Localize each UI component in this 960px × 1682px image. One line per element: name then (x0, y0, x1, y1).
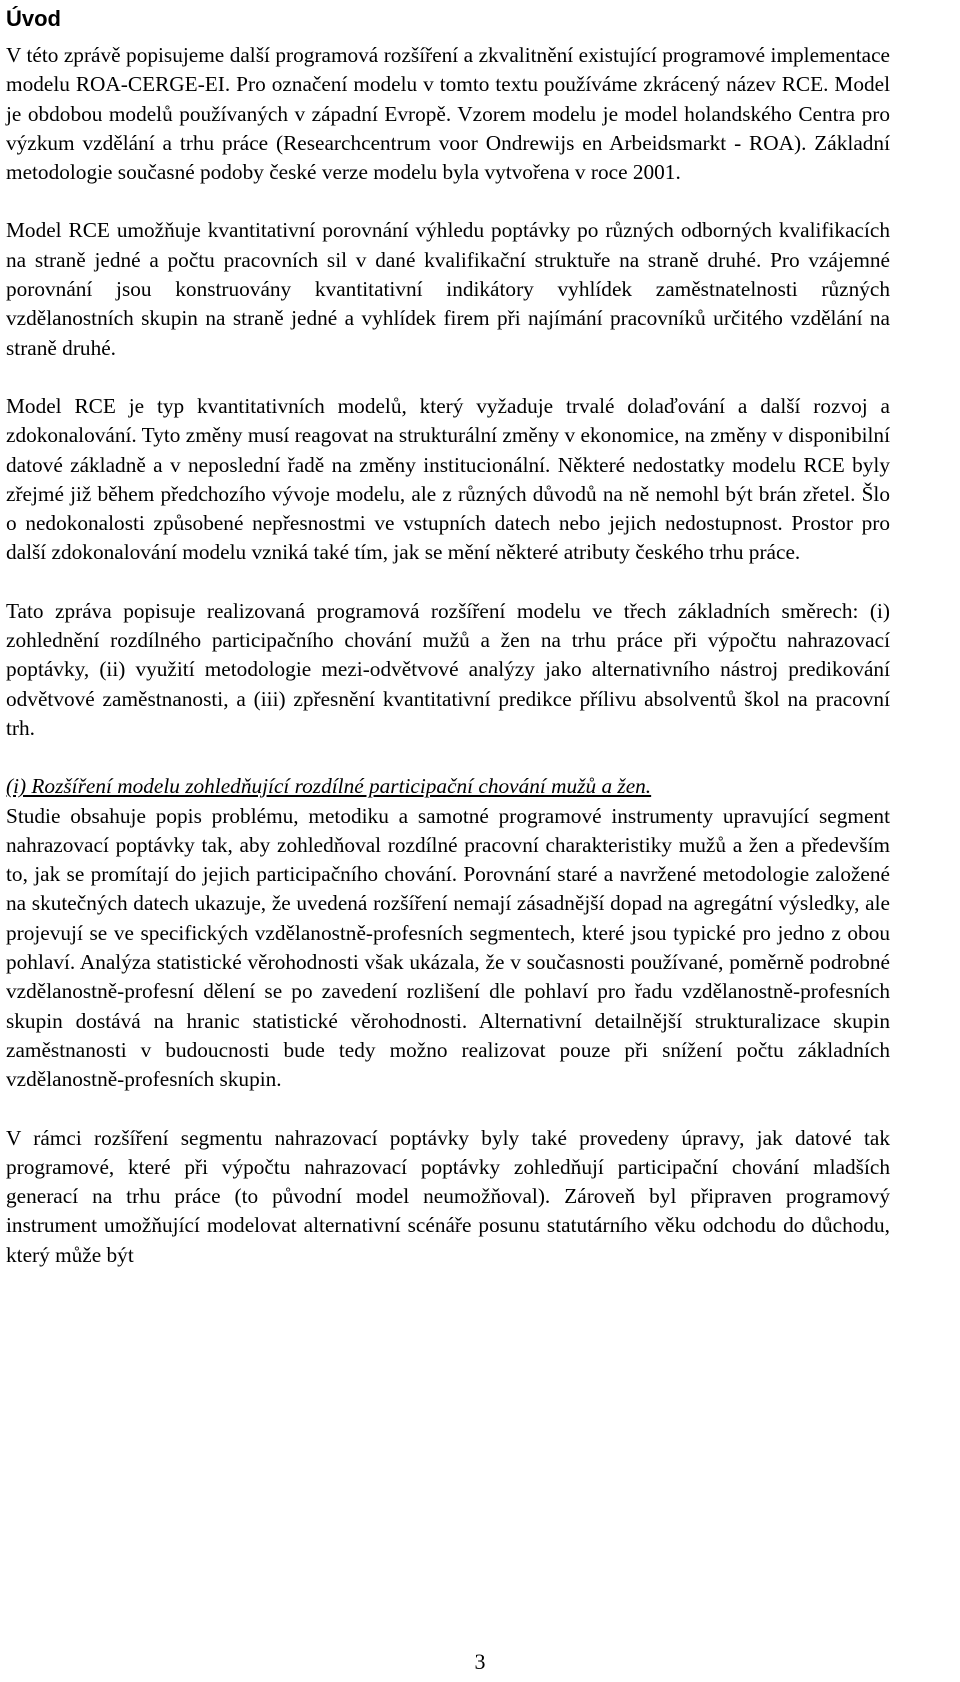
paragraph-gap (6, 568, 890, 597)
paragraph-gap (6, 363, 890, 392)
intro-paragraph-2: Model RCE umožňuje kvantitativní porovnání výhledu poptávky po různých odborných kvalifikacích na straně jedné a počtu pracovních sil v dané kvalifikační struktuře na straně druhé. Pro vzájemné porovnání jsou konstruovány kvantitativní indikátory vyhlídek zaměstnatelnosti různých vzdělanostních skupin na straně jedné a vyhlídek firem při najímání pracovníků určitého vzdělání na straně druhé. (6, 218, 890, 360)
intro-paragraph-4: Tato zpráva popisuje realizovaná programová rozšíření modelu ve třech základních směrech: (i) zohlednění rozdílného participačního chování mužů a žen na trhu práce při výpočtu nahrazovací poptávky, (ii) využití metodologie mezi-odvětvové analýzy jako alternativního nástroj predikování odvětvové zaměstnanosti, a (iii) zpřesnění kvantitativní predikce přílivu absolventů škol na pracovní trh. (6, 598, 890, 740)
paragraph-gap (6, 1095, 890, 1124)
subsection-paragraph-2: V rámci rozšíření segmentu nahrazovací poptávky byly také provedeny úpravy, jak datové tak programové, které při výpočtu nahrazovací poptávky zohledňují participační chování mladších generací na trhu práce (to původní model neumožňoval). Zároveň byl připraven programový instrument umožňující modelovat alternativní scénáře posunu statutárního věku odchodu do důchodu, který může být (6, 1125, 890, 1267)
subsection-paragraph-1: Studie obsahuje popis problému, metodiku a samotné programové instrumenty upravující segment nahrazovací poptávky tak, aby zohledňoval rozdílné pracovní charakteristiky mužů a žen a především to, jak se promítají do jejich participačního chování. Porovnání staré a navržené metodologie založené na skutečných datech ukazuje, že uvedená rozšíření nemají zásadnější dopad na agregátní výsledky, ale projevují se ve specifických vzdělanostně-profesních segmentech, které jsou typické pro jedno z obou pohlaví. Analýza statistické věrohodnosti však ukázala, že v současnosti používané, poměrně podrobné vzdělanostně-profesní dělení se po zavedení rozlišení dle pohlaví pro řadu vzdělanostně-profesních skupin dostává na hranic statistické věrohodnosti. Alternativní detailnější strukturalizace skupin zaměstnanosti v budoucnosti bude tedy možno realizovat pouze při snížení počtu základních vzdělanostně-profesních skupin. (6, 803, 890, 1092)
intro-paragraph-1: V této zprávě popisujeme další programová rozšíření a zkvalitnění existující programové implementace modelu ROA-CERGE-EI. Pro označení modelu v tomto textu používáme zkrácený název RCE. Model je obdobou modelů používaných v západní Evropě. Vzorem modelu je model holandského Centra pro výzkum vzdělání a trhu práce (Researchcentrum voor Ondrewijs en Arbeidsmarkt - ROA). Základní metodologie současné podoby české verze modelu byla vytvořena v roce 2001. (6, 43, 890, 185)
section-heading: Úvod (6, 6, 61, 31)
page-number: 3 (474, 1649, 486, 1674)
subsection-title: (i) Rozšíření modelu zohledňující rozdílné participační chování mužů a žen. (6, 774, 652, 799)
document-page (6, 0, 890, 1270)
paragraph-gap (6, 187, 890, 216)
paragraph-gap (6, 743, 890, 772)
intro-paragraph-3: Model RCE je typ kvantitativních modelů, který vyžaduje trvalé dolaďování a další rozvoj a zdokonalování. Tyto změny musí reagovat na strukturální změny v ekonomice, na změny v disponibilní datové základně a v neposlední řadě na změny institucionální. Některé nedostatky modelu RCE byly zřejmé již během předchozího vývoje modelu, ale z různých důvodů na ně nemohl být brán zřetel. Šlo o nedokonalosti způsobené nepřesnostmi ve vstupních datech nebo jejich nedostupnost. Prostor pro další zdokonalování modelu vzniká také tím, jak se mění některé atributy českého trhu práce. (6, 393, 890, 565)
